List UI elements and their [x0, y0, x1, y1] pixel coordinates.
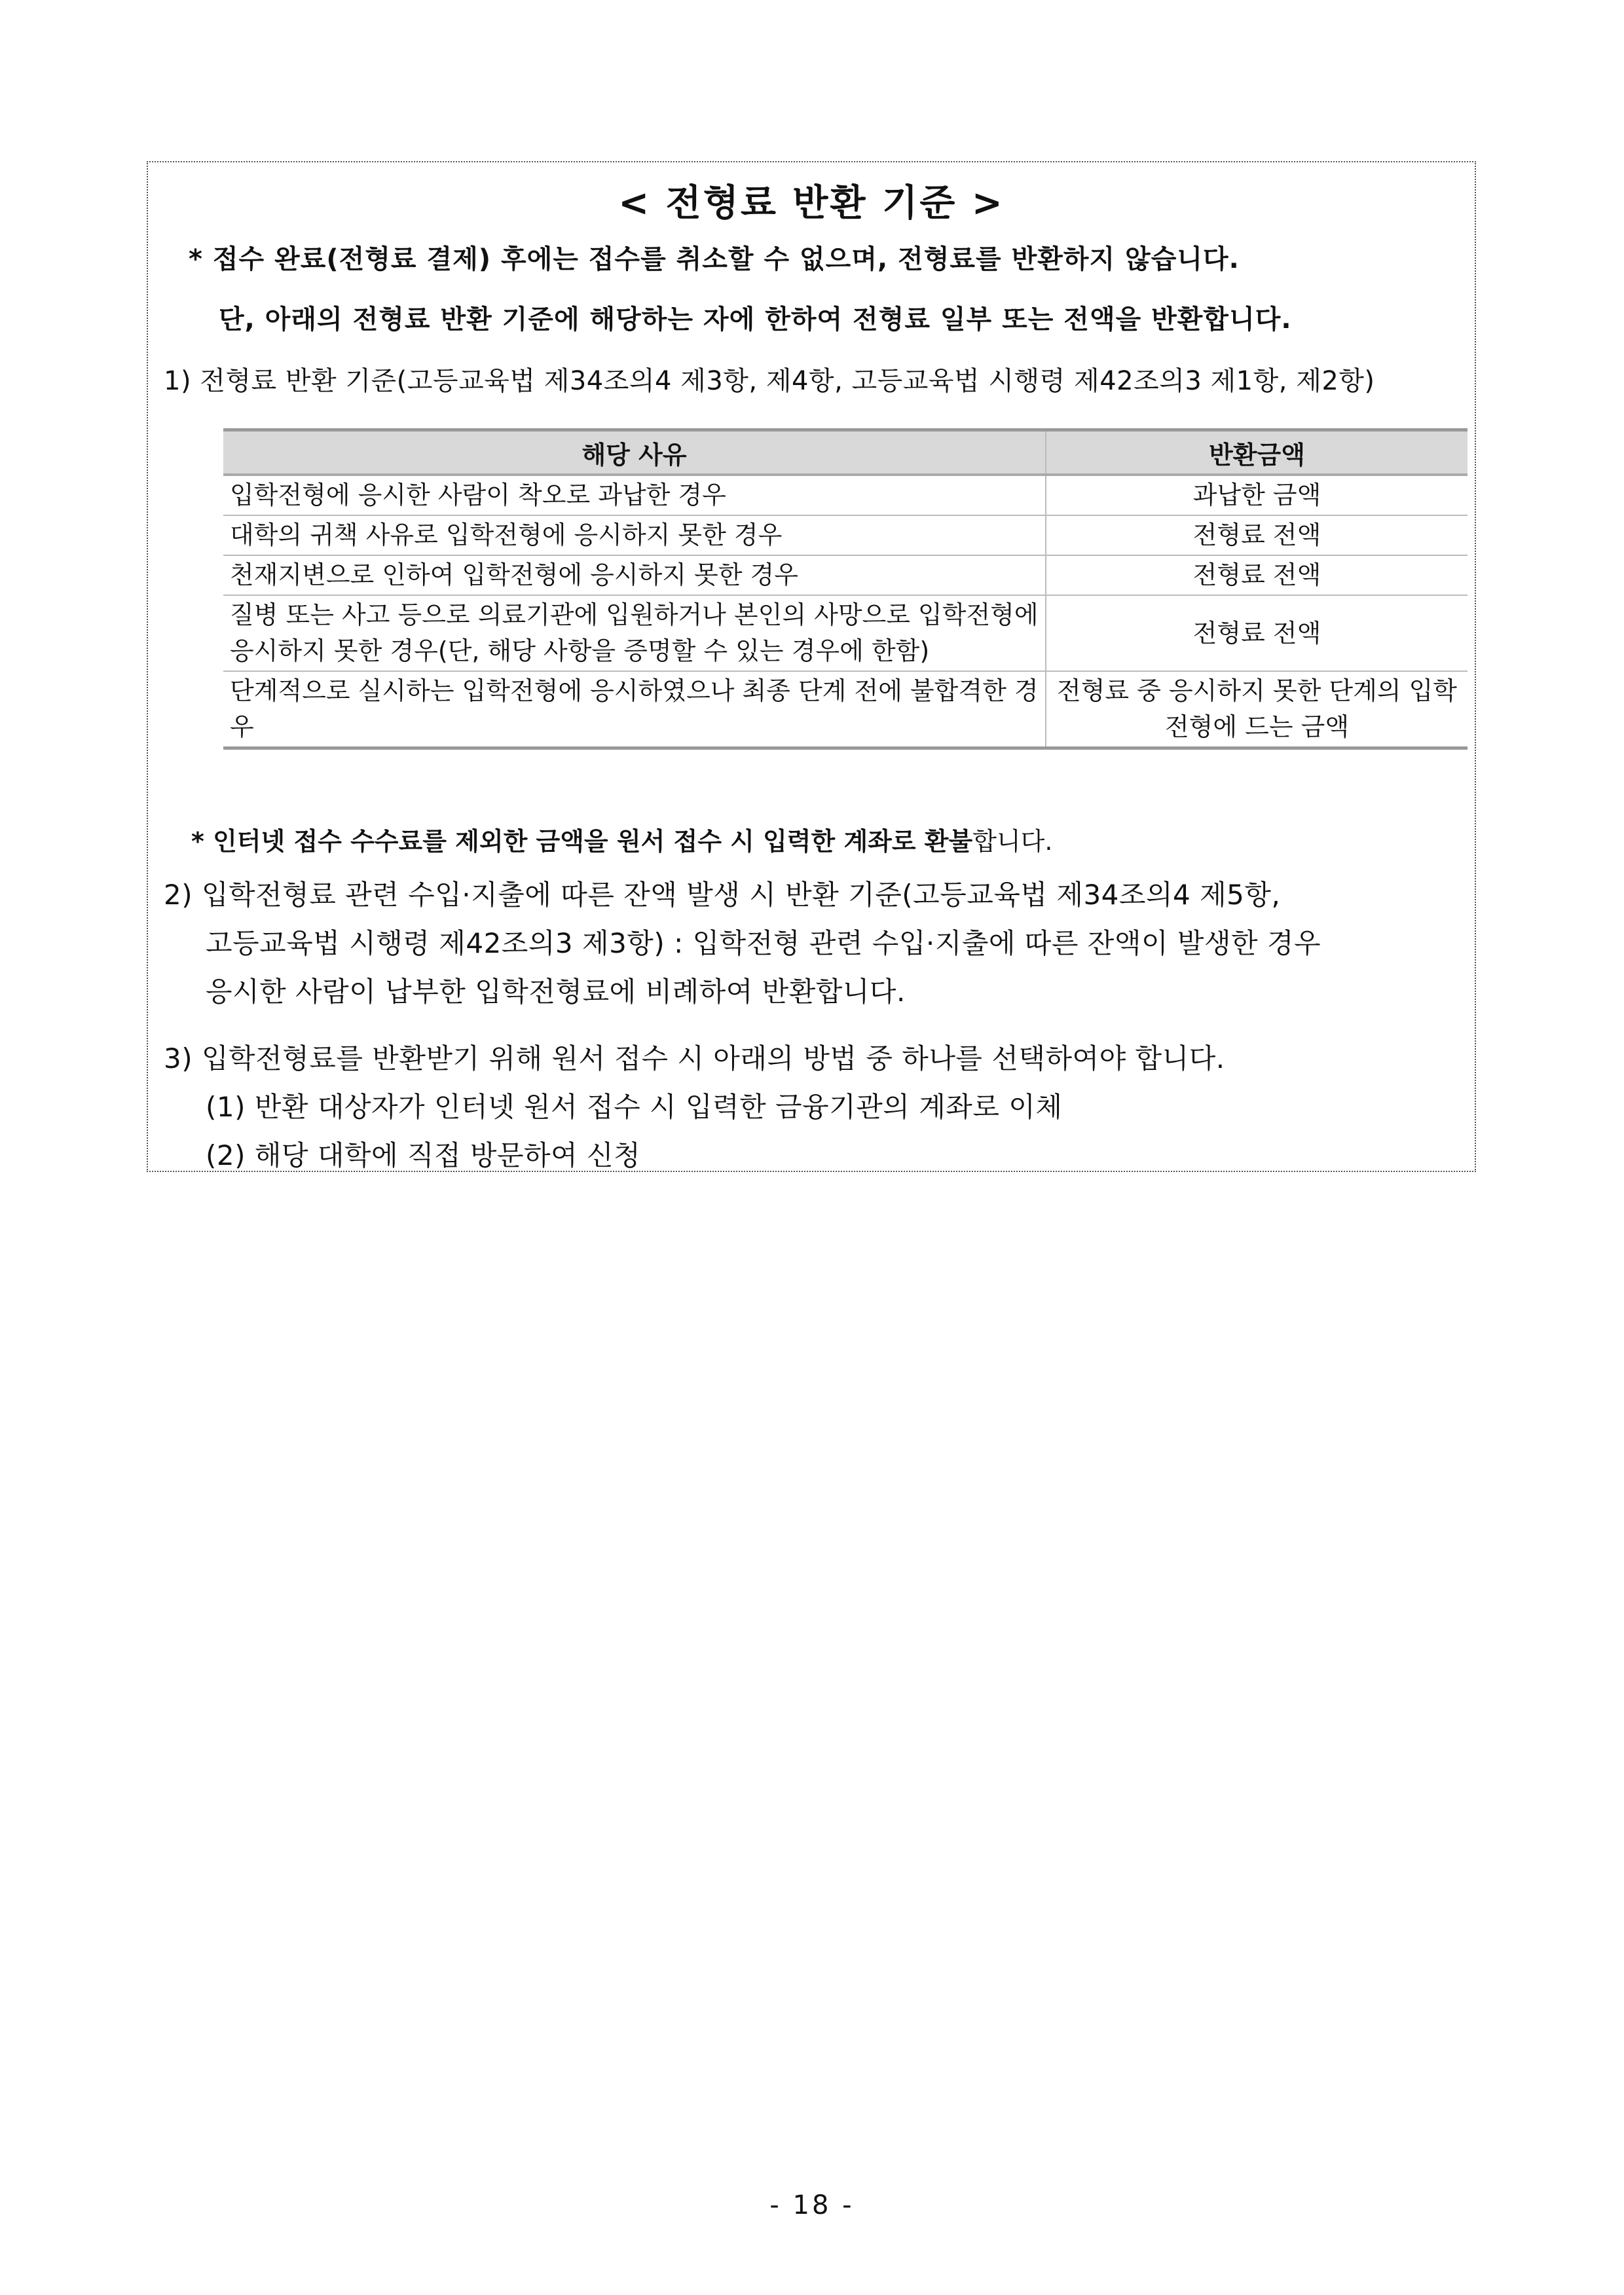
balance-refund-line-1: 2) 입학전형료 관련 수입·지출에 따른 잔액 발생 시 반환 기준(고등교육법 제34조의4 제5항, [164, 879, 1281, 911]
row-amount: 과납한 금액 [1046, 475, 1467, 515]
row-amount: 전형료 중 응시하지 못한 단계의 입학전형에 드는 금액 [1046, 671, 1467, 748]
refund-method-item-1: (1) 반환 대상자가 인터넷 원서 접수 시 입력한 금융기관의 계좌로 이체 [206, 1091, 1063, 1123]
table-row [223, 555, 1467, 595]
header-amount: 반환금액 [1046, 430, 1467, 475]
page-number: - 18 - [769, 2190, 855, 2220]
row-amount: 전형료 전액 [1046, 595, 1467, 671]
refund-table [223, 428, 1467, 750]
balance-refund-line-2: 고등교육법 시행령 제42조의3 제3항) : 입학전형 관련 수입·지출에 따른 잔액이 발생한 경우 [206, 927, 1321, 959]
row-reason: 입학전형에 응시한 사람이 착오로 과납한 경우 [223, 475, 1046, 515]
refund-note-bold: * 인터넷 접수 수수료를 제외한 금액을 원서 접수 시 입력한 계좌로 환불 [191, 827, 973, 856]
refund-method-section [164, 1035, 1225, 1180]
row-amount: 전형료 전액 [1046, 555, 1467, 595]
refund-note-rest: 합니다. [972, 827, 1053, 856]
refund-basis-heading: 1) 전형료 반환 기준(고등교육법 제34조의4 제3항, 제4항, 고등교육법 시행령 제42조의3 제1항, 제2항) [164, 366, 1375, 396]
notice-line-2: 단, 아래의 전형료 반환 기준에 해당하는 자에 한하여 전형료 일부 또는 전액을 반환합니다. [219, 304, 1292, 335]
refund-criteria-box [147, 161, 1476, 1172]
refund-note [191, 821, 1052, 857]
table-row [223, 475, 1467, 515]
row-reason: 천재지변으로 인하여 입학전형에 응시하지 못한 경우 [223, 555, 1046, 595]
balance-refund-line-3: 응시한 사람이 납부한 입학전형료에 비례하여 반환합니다. [206, 976, 906, 1008]
section-title: < 전형료 반환 기준 > [618, 182, 1005, 225]
balance-refund-section [164, 871, 1321, 1016]
row-reason: 단계적으로 실시하는 입학전형에 응시하였으나 최종 단계 전에 불합격한 경우 [223, 671, 1046, 748]
row-amount: 전형료 전액 [1046, 515, 1467, 555]
notice-line-1: * 접수 완료(전형료 결제) 후에는 접수를 취소할 수 없으며, 전형료를 반환하지 않습니다. [189, 244, 1240, 274]
refund-method-item-2: (2) 해당 대학에 직접 방문하여 신청 [206, 1139, 641, 1171]
table-row [223, 595, 1467, 671]
table-row [223, 515, 1467, 555]
table-row [223, 671, 1467, 748]
table-header-row [223, 430, 1467, 475]
row-reason: 질병 또는 사고 등으로 의료기관에 입원하거나 본인의 사망으로 입학전형에 응시하지 못한 경우(단, 해당 사항을 증명할 수 있는 경우에 한함) [223, 595, 1046, 671]
row-reason: 대학의 귀책 사유로 입학전형에 응시하지 못한 경우 [223, 515, 1046, 555]
refund-method-heading: 3) 입학전형료를 반환받기 위해 원서 접수 시 아래의 방법 중 하나를 선택하여야 합니다. [164, 1042, 1225, 1074]
header-reason: 해당 사유 [223, 430, 1046, 475]
